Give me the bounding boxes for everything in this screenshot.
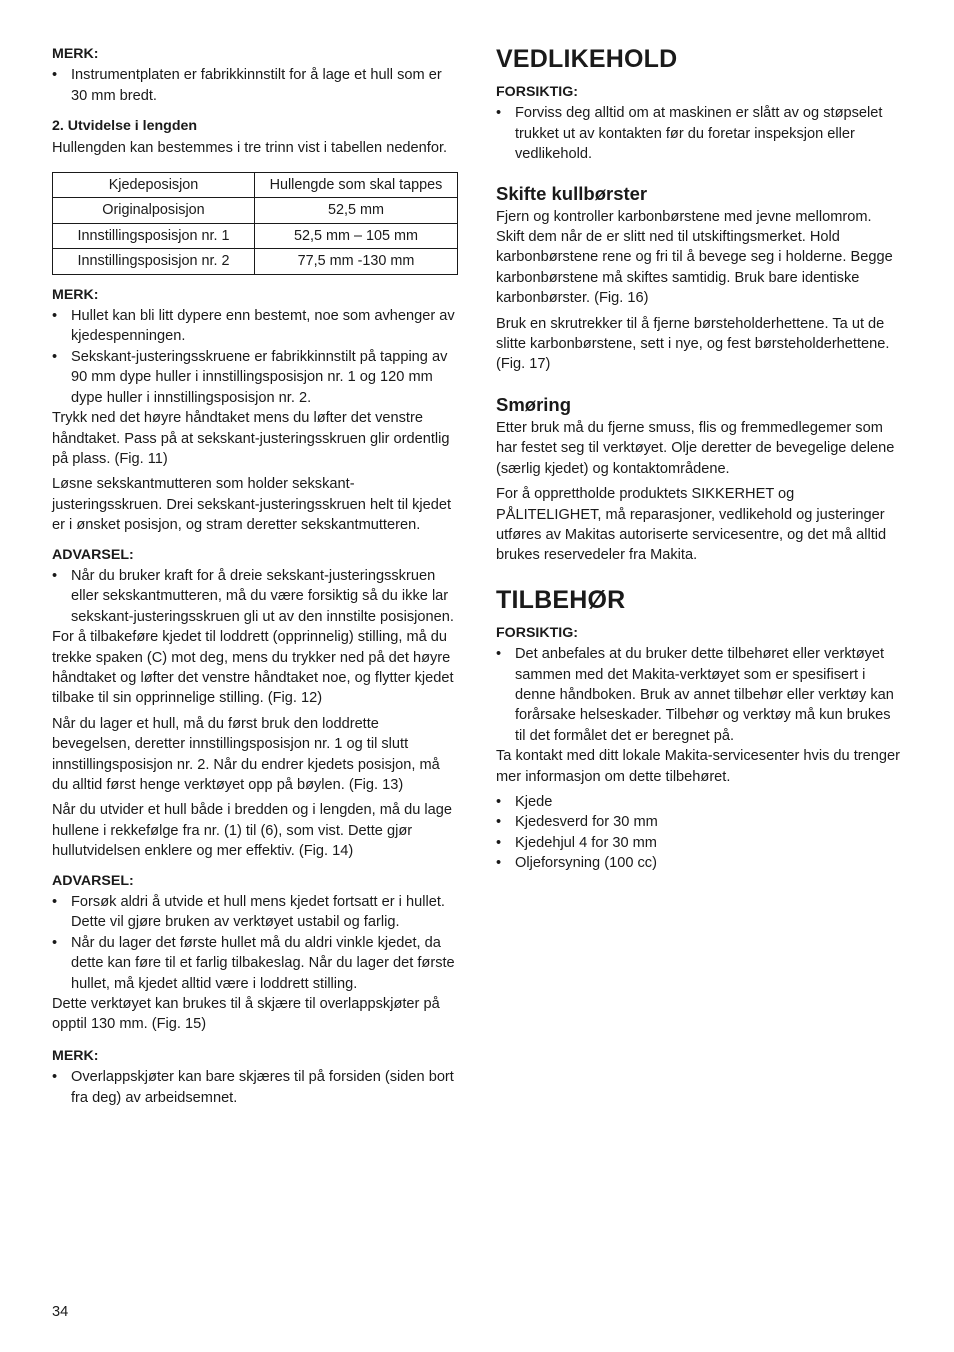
table-header-row xyxy=(53,173,458,198)
page-number: 34 xyxy=(52,1304,69,1320)
table-cell: 52,5 mm – 105 mm xyxy=(255,223,458,248)
list-item: • Når du bruker kraft for å dreie sekskant-justeringsskruen eller sekskantmutteren, må du være forsiktig så du ikke lar sekskant-justeringsskruen gli ut av den innstilte posisjonen. xyxy=(52,566,460,627)
paragraph: Fjern og kontroller karbonbørstene med jevne mellomrom. Skift dem når de er slitt ned til utskiftingsmerket. Hold karbonbørstene rene og fri til å bevege seg i holderne. Begge karbonbørstene må skiftes samtidig. Bruk bare identiske karbonbørster. (Fig. 16) xyxy=(496,208,893,307)
forsiktig-label: FORSIKTIG: xyxy=(496,84,578,100)
paragraph: For å opprettholde produktets SIKKERHET og PÅLITELIGHET, må reparasjoner, vedlikehold og justeringer utføres av Makitas autoriserte servicesentre, og det må alltid brukes reservedeler fra Makita. xyxy=(496,486,887,564)
paragraph: Løsne sekskantmutteren som holder sekskant-justeringsskruen. Drei sekskant-justeringsskruen helt til kjedet er i ønsket posisjon, og stram deretter sekskantmutteren. xyxy=(52,476,452,534)
list-item: • Hullet kan bli litt dypere enn bestemt, noe som avhenger av kjedespenningen. xyxy=(52,306,460,347)
list-item: • Overlappskjøter kan bare skjæres til på forsiden (siden bort fra deg) av arbeidsemnet. xyxy=(52,1067,460,1108)
table-cell: 77,5 mm -130 mm xyxy=(255,249,458,274)
list-item: • Forsøk aldri å utvide et hull mens kjedet fortsatt er i hullet. Dette vil gjøre bruken av verktøyet ustabil og farlig. xyxy=(52,892,460,933)
heading-vedlikehold: VEDLIKEHOLD xyxy=(496,45,678,73)
heading-smoring: Smøring xyxy=(496,393,572,415)
list-item: • Det anbefales at du bruker dette tilbehøret eller verktøyet sammen med det Makita-verktøyet som er spesifisert i denne håndboken. Bruk av annet tilbehør eller verktøy kan forårsake helseskader. Tilbehør og verktøy må kun brukes til det formålet det er beregnet på. xyxy=(496,644,902,746)
right-column xyxy=(496,44,902,874)
section-title-lengde: 2. Utvidelse i lengden xyxy=(52,118,198,135)
advarsel-list xyxy=(52,566,460,627)
table-header-cell: Kjedeposisjon xyxy=(53,173,255,198)
forsiktig-list xyxy=(496,103,902,164)
merk-list xyxy=(52,1067,460,1108)
paragraph: Når du utvider et hull både i bredden og i lengden, må du lage hullene i rekkefølge fra nr. (1) til (6), som vist. Dette gjør hullutvidelsen enklere og mer effektiv. (Fig. 14) xyxy=(52,802,452,860)
list-item: • Kjedehjul 4 for 30 mm xyxy=(496,833,902,853)
paragraph: For å tilbakeføre kjedet til loddrett (opprinnelig) stilling, må du trekke spaken (C) mot deg, mens du trykker ned på det høyre håndtaket og løfter det venstre håndtaket noe, og flytter kjedet tilbake til sin opprinnelige stilling. (Fig. 12) xyxy=(52,629,454,707)
table-cell: Innstillingsposisjon nr. 2 xyxy=(53,249,255,274)
list-item: • Forviss deg alltid om at maskinen er slått av og støpselet trukket ut av kontakten før du foretar inspeksjon eller vedlikehold. xyxy=(496,103,902,164)
table-row xyxy=(53,223,458,248)
table-cell: 52,5 mm xyxy=(255,198,458,223)
forsiktig-label: FORSIKTIG: xyxy=(496,624,578,641)
table-cell: Originalposisjon xyxy=(53,198,255,223)
heading-kullborster: Skifte kullbørster xyxy=(496,182,648,204)
list-item: • Sekskant-justeringsskruene er fabrikkinnstilt på tapping av 90 mm dype huller i innstillingsposisjon nr. 1 og 120 mm dype huller i innstillingsposisjon nr. 2. xyxy=(52,347,460,408)
list-item: • Oljeforsyning (100 cc) xyxy=(496,853,902,873)
list-item: • Instrumentplaten er fabrikkinnstilt for å lage et hull som er 30 mm bredt. xyxy=(52,65,460,106)
accessory-list xyxy=(496,792,902,874)
list-item: • Kjedesverd for 30 mm xyxy=(496,812,902,832)
advarsel-label: ADVARSEL: xyxy=(52,546,134,563)
list-item: • Når du lager det første hullet må du aldri vinkle kjedet, da dette kan føre til et farlig tilbakeslag. Når du lager det første hullet, må kjedet alltid være i loddrett stilling. xyxy=(52,933,460,994)
list-item: • Kjede xyxy=(496,792,902,812)
paragraph: Hullengden kan bestemmes i tre trinn vist i tabellen nedenfor. xyxy=(52,139,448,156)
table-header-cell: Hullengde som skal tappes xyxy=(255,173,458,198)
paragraph: Når du lager et hull, må du først bruk den loddrette bevegelsen, deretter innstillingsposisjon nr. 1 og til slutt innstillingsposisjon nr. 2. Når du endrer kjedets posisjon, må du alltid først henge verktøyet opp på bøylen. (Fig. 13) xyxy=(52,715,440,793)
table-cell: Innstillingsposisjon nr. 1 xyxy=(53,223,255,248)
merk-label: MERK: xyxy=(52,46,99,62)
paragraph: Ta kontakt med ditt lokale Makita-servicesenter hvis du trenger mer informasjon om dette tilbehøret. xyxy=(496,748,900,785)
table-row xyxy=(53,198,458,223)
paragraph: Etter bruk må du fjerne smuss, flis og fremmedlegemer som har festet seg til verktøyet. Olje deretter de bevegelige delene (særlig kjedet) og kontaktområdene. xyxy=(496,419,895,477)
forsiktig-list xyxy=(496,644,902,746)
merk-label: MERK: xyxy=(52,1047,99,1064)
advarsel-label: ADVARSEL: xyxy=(52,872,134,889)
heading-tilbehor: TILBEHØR xyxy=(496,585,626,614)
merk-list xyxy=(52,306,460,408)
paragraph: Dette verktøyet kan brukes til å skjære til overlappskjøter på opptil 130 mm. (Fig. 15) xyxy=(52,996,440,1033)
paragraph: Trykk ned det høyre håndtaket mens du løfter det venstre håndtaket. Pass på at sekskant-justeringsskruen glir ordentlig på plass. (Fig. 11) xyxy=(52,410,450,467)
left-column xyxy=(52,44,460,1108)
merk-label: MERK: xyxy=(52,286,99,303)
advarsel-list xyxy=(52,892,460,994)
table-row xyxy=(53,249,458,274)
paragraph: Bruk en skrutrekker til å fjerne børsteholderhettene. Ta ut de slitte karbonbørstene, sett i nye, og fest børsteholderhettene. (Fig. 17) xyxy=(496,315,890,373)
hole-length-table xyxy=(52,172,458,275)
merk-list xyxy=(52,65,460,106)
